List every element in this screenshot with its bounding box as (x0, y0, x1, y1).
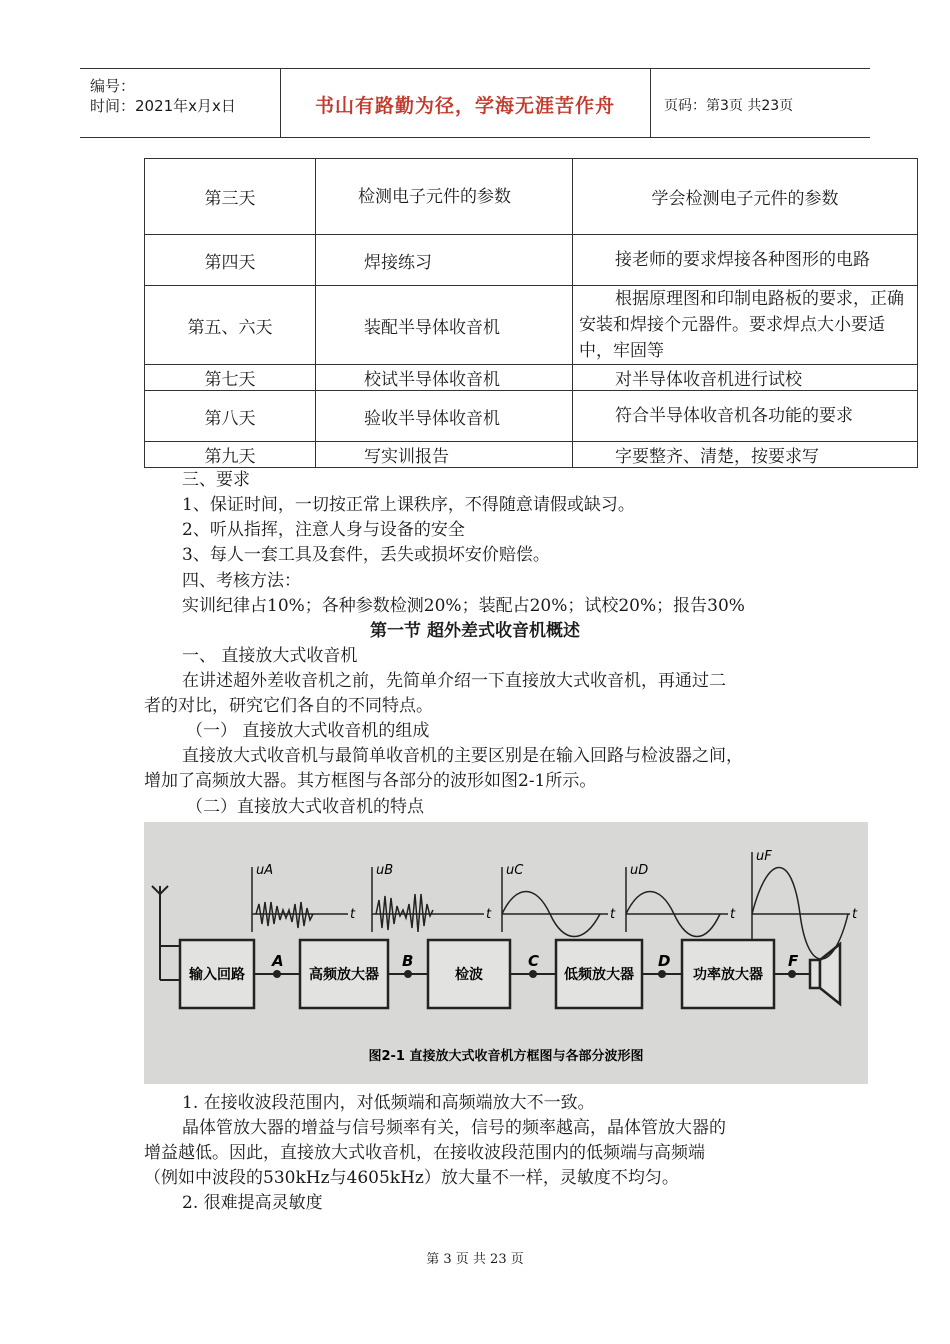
page-header (80, 68, 870, 138)
time-label: t (350, 907, 356, 922)
day-cell: 第七天 (145, 365, 316, 391)
table-row (145, 365, 918, 391)
block-diagram (144, 822, 868, 1084)
point-1: 1. 在接收波段范围内，对低频端和高频端放大不一致。 (182, 1093, 595, 1113)
goal-cell: 符合半导体收音机各功能的要求 (573, 391, 918, 442)
time-label: t (852, 907, 858, 922)
requirement-2: 2、听从指挥，注意人身与设备的安全 (182, 520, 465, 540)
table-row (145, 159, 918, 235)
block-label: 检波 (455, 967, 483, 983)
requirement-3: 3、每人一套工具及套件，丢失或损坏安价赔偿。 (182, 545, 550, 565)
point-2: 2. 很难提高灵敏度 (182, 1193, 323, 1213)
motto: 书山有路勤为径，学海无涯苦作舟 (314, 95, 615, 117)
block-label: 低频放大器 (564, 967, 634, 983)
day-cell: 第八天 (145, 391, 316, 442)
paragraph-2b: 增加了高频放大器。其方框图与各部分的波形如图2-1所示。 (144, 771, 597, 791)
point-label: C (528, 952, 540, 970)
table-row (145, 391, 918, 442)
wave-labels (256, 849, 858, 922)
point-label: A (272, 952, 284, 970)
speaker-icon (810, 944, 840, 1004)
antenna-icon (152, 886, 180, 980)
goal-cell: 对半导体收音机进行试校 (573, 365, 918, 391)
wave-label: uD (630, 863, 649, 878)
wave-label: uA (256, 863, 274, 878)
table-row (145, 235, 918, 286)
block-label: 输入回路 (189, 967, 245, 983)
date-label: 时间：2021年x月x日 (90, 97, 236, 115)
point-label: B (402, 952, 414, 970)
subsection-1-2: （二）直接放大式收音机的特点 (186, 797, 424, 817)
wave-label: uF (756, 849, 772, 864)
goal-cell: 学会检测电子元件的参数 (573, 159, 918, 235)
time-label: t (730, 907, 736, 922)
task-cell: 写实训报告 (316, 442, 573, 468)
wave-label: uB (376, 863, 394, 878)
time-label: t (486, 907, 492, 922)
paragraph-1b: 者的对比，研究它们各自的不同特点。 (144, 696, 433, 716)
paragraph-3c: （例如中波段的530kHz与4605kHz）放大量不一样，灵敏度不均匀。 (144, 1168, 679, 1188)
task-cell: 检测电子元件的参数 (316, 159, 573, 235)
wave-b (376, 894, 433, 932)
goal-cell: 接老师的要求焊接各种图形的电路 (573, 235, 918, 286)
schedule-table (144, 158, 918, 468)
exam-title: 四、考核方法： (182, 571, 301, 591)
day-cell: 第九天 (145, 442, 316, 468)
block-label: 功率放大器 (693, 967, 763, 983)
wave-label: uC (506, 863, 524, 878)
table-row (145, 442, 918, 468)
page-footer: 第 3 页 共 23 页 (426, 1252, 524, 1267)
exam-detail: 实训纪律占10%；各种参数检测20%；装配占20%；试校20%；报告30% (182, 596, 745, 616)
subsection-1-1: （一） 直接放大式收音机的组成 (186, 721, 430, 741)
paragraph-3a: 晶体管放大器的增益与信号频率有关，信号的频率越高，晶体管放大器的 (182, 1118, 726, 1138)
number-label: 编号： (90, 77, 136, 95)
requirements-title: 三、要求 (182, 470, 250, 490)
figure-2-1 (144, 822, 868, 1084)
task-cell: 装配半导体收音机 (316, 286, 573, 365)
task-cell: 验收半导体收音机 (316, 391, 573, 442)
block-label: 高频放大器 (309, 967, 379, 983)
page-label: 页码：第3页 共23页 (664, 98, 794, 114)
paragraph-1a: 在讲述超外差收音机之前，先简单介绍一下直接放大式收音机，再通过二 (182, 671, 726, 691)
subsection-1: 一、 直接放大式收音机 (182, 646, 358, 666)
header-motto-cell (280, 69, 651, 137)
time-label: t (610, 907, 616, 922)
requirement-1: 1、保证时间，一切按正常上课秩序，不得随意请假或缺习。 (182, 495, 635, 515)
day-cell: 第三天 (145, 159, 316, 235)
paragraph-3b: 增益越低。因此，直接放大式收音机，在接收波段范围内的低频端与高频端 (144, 1143, 705, 1163)
goal-cell: 根据原理图和印制电路板的要求，正确安装和焊接个元器件。要求焊点大小要适中，牢固等 (573, 286, 918, 365)
task-cell: 校试半导体收音机 (316, 365, 573, 391)
point-label: D (658, 952, 671, 970)
point-label: F (788, 952, 799, 970)
task-cell: 焊接练习 (316, 235, 573, 286)
header-meta (80, 69, 281, 137)
section-title: 第一节 超外差式收音机概述 (370, 621, 580, 641)
paragraph-2a: 直接放大式收音机与最简单收音机的主要区别是在输入回路与检波器之间， (182, 746, 743, 766)
figure-caption: 图2-1 直接放大式收音机方框图与各部分波形图 (368, 1049, 644, 1064)
table-row (145, 286, 918, 365)
wave-a (256, 902, 313, 928)
day-cell: 第五、六天 (145, 286, 316, 365)
goal-cell: 字要整齐、清楚，按要求写 (573, 442, 918, 468)
day-cell: 第四天 (145, 235, 316, 286)
